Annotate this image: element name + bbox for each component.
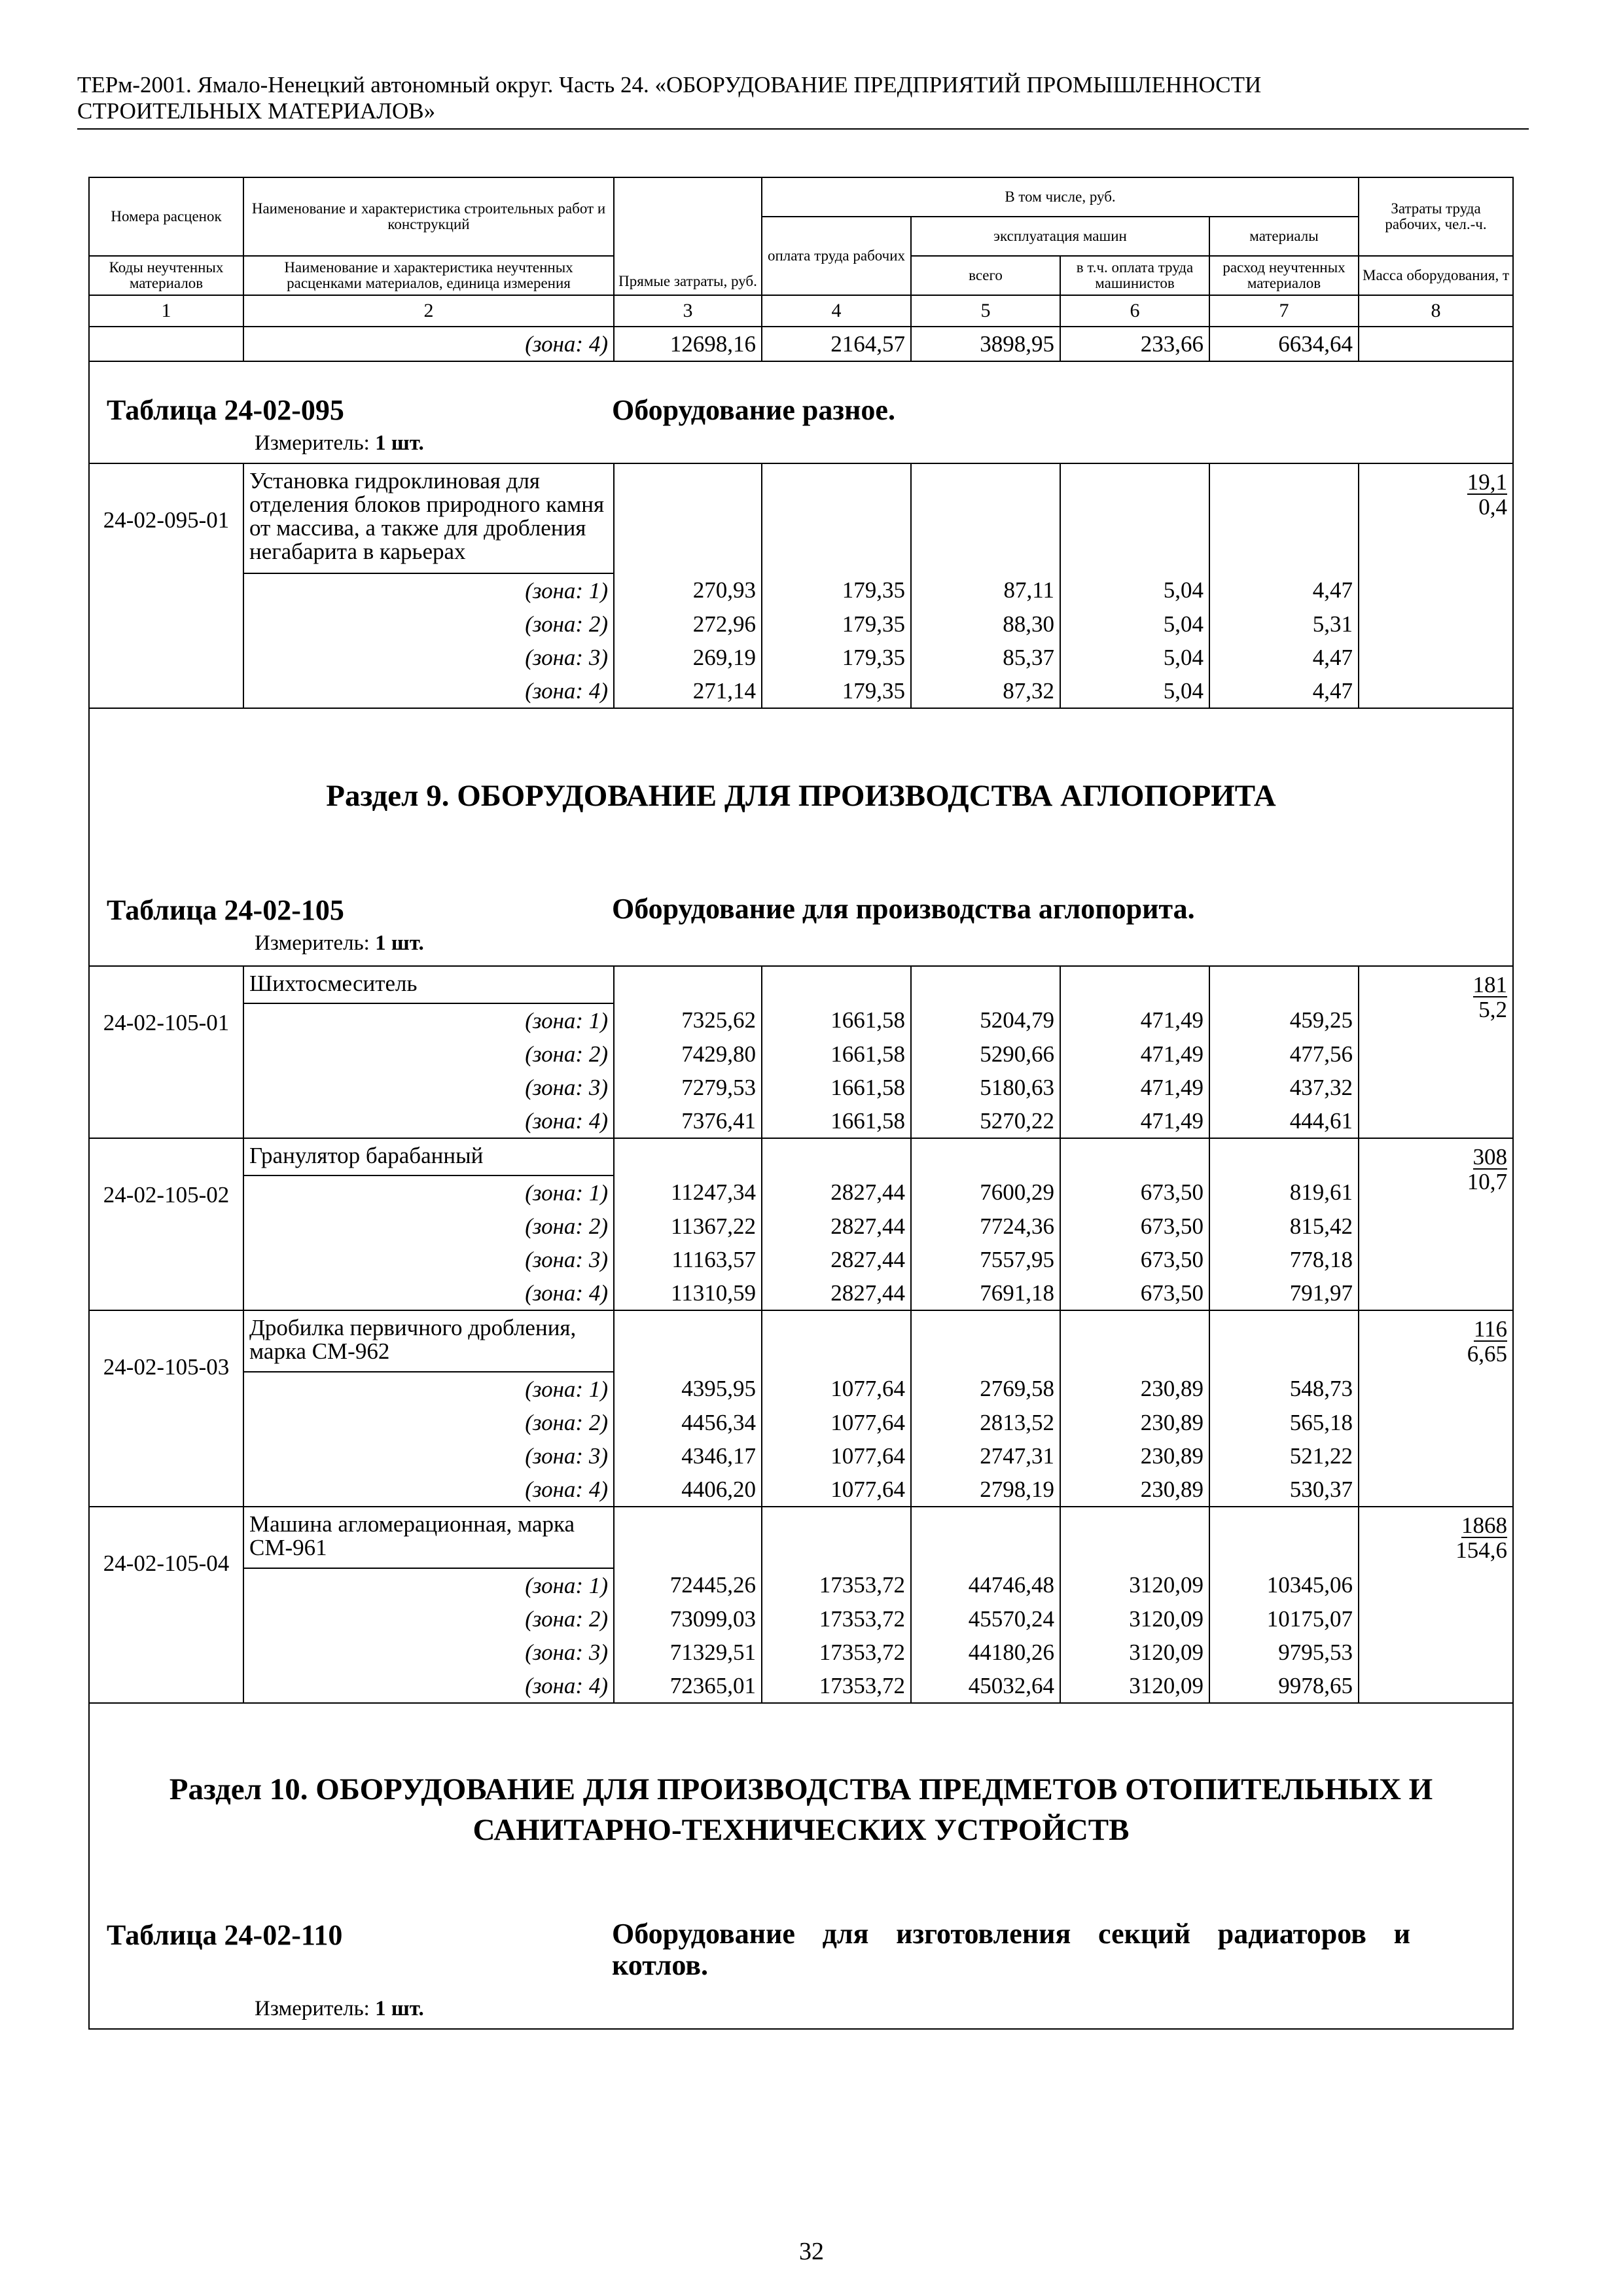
- empty-cell: [1060, 1138, 1209, 1175]
- zone-label: (зона: 4): [243, 1669, 614, 1703]
- value-direct-costs: 11310,59: [614, 1276, 762, 1310]
- item-name: Установка гидроклиновая для отделения блоков природного камня от массива, а также для дробления негабарита в карьерах: [243, 463, 614, 573]
- value-direct-costs: 7279,53: [614, 1071, 762, 1104]
- value-operators: 3120,09: [1060, 1669, 1209, 1703]
- value-labor: 1661,58: [762, 1037, 911, 1071]
- value-machines: 2798,19: [911, 1473, 1060, 1507]
- zone-label: (зона: 1): [243, 1175, 614, 1210]
- zone-label: (зона: 4): [243, 1104, 614, 1138]
- labor-cost-value: 1868: [1461, 1513, 1508, 1538]
- value-materials: 477,56: [1209, 1037, 1359, 1071]
- value-direct-costs: 7376,41: [614, 1104, 762, 1138]
- zone-label: (зона: 3): [243, 641, 614, 674]
- value-labor: 1077,64: [762, 1372, 911, 1406]
- item-row: [89, 1138, 1513, 1175]
- item-code: 24-02-105-02: [89, 1138, 243, 1310]
- section-heading-row: [89, 1703, 1513, 2029]
- value-materials: 6634,64: [1209, 327, 1359, 361]
- value-materials: 565,18: [1209, 1406, 1359, 1439]
- item-name: Машина агломерационная, марка СМ-961: [243, 1507, 614, 1568]
- section-title-line: Раздел 9. ОБОРУДОВАНИЕ ДЛЯ ПРОИЗВОДСТВА АГЛОПОРИТА: [326, 779, 1276, 813]
- zone-label: (зона: 3): [243, 1243, 614, 1276]
- header-line-2: СТРОИТЕЛЬНЫХ МАТЕРИАЛОВ»: [77, 98, 436, 124]
- mass-fraction: [1359, 966, 1513, 1138]
- value-materials: 530,37: [1209, 1473, 1359, 1507]
- value-labor: 179,35: [762, 573, 911, 607]
- empty-cell: [1060, 463, 1209, 573]
- item-row: [89, 1507, 1513, 1568]
- value-materials: 5,31: [1209, 607, 1359, 641]
- unit-value: 1 шт.: [375, 1997, 424, 2020]
- empty-cell: [911, 1507, 1060, 1568]
- unit-label: Измеритель:: [255, 431, 370, 455]
- value-operators: 5,04: [1060, 641, 1209, 674]
- value-materials: 521,22: [1209, 1439, 1359, 1473]
- table-095-unit: [255, 431, 424, 456]
- value-operators: 471,49: [1060, 1003, 1209, 1037]
- value-direct-costs: 4456,34: [614, 1406, 762, 1439]
- value-direct-costs: 4346,17: [614, 1439, 762, 1473]
- value-materials: 4,47: [1209, 641, 1359, 674]
- value-operators: 673,50: [1060, 1175, 1209, 1210]
- value-machines: 45570,24: [911, 1602, 1060, 1636]
- value-labor: 1077,64: [762, 1406, 911, 1439]
- unit-value: 1 шт.: [375, 931, 424, 955]
- item-name: Дробилка первичного дробления, марка СМ-962: [243, 1310, 614, 1372]
- value-machines: 5204,79: [911, 1003, 1060, 1037]
- value-labor: 2827,44: [762, 1243, 911, 1276]
- unit-label: Измеритель:: [255, 931, 370, 955]
- value-materials: 778,18: [1209, 1243, 1359, 1276]
- value-machines: 87,11: [911, 573, 1060, 607]
- value-direct-costs: 270,93: [614, 573, 762, 607]
- empty-cell: [614, 966, 762, 1003]
- value-materials: 815,42: [1209, 1210, 1359, 1243]
- col-number: 5: [911, 295, 1060, 327]
- value-direct-costs: 269,19: [614, 641, 762, 674]
- empty-cell: [1209, 1507, 1359, 1568]
- value-operators: 471,49: [1060, 1071, 1209, 1104]
- labor-cost-value: 19,1: [1467, 469, 1508, 495]
- zone-label: (зона: 1): [243, 1568, 614, 1602]
- zone-label: (зона: 2): [243, 1037, 614, 1071]
- value-operators: 3120,09: [1060, 1602, 1209, 1636]
- value-materials: 4,47: [1209, 573, 1359, 607]
- price-table: [88, 177, 1514, 2030]
- col1-header-bottom: Коды неучтенных материалов: [89, 256, 243, 295]
- item-row: [89, 463, 1513, 573]
- zone-row: [89, 674, 1513, 708]
- header-rule: [77, 128, 1529, 130]
- zone-label: (зона: 2): [243, 1602, 614, 1636]
- item-row: [89, 966, 1513, 1003]
- zone-label: (зона: 2): [243, 607, 614, 641]
- section-title: [90, 776, 1512, 816]
- col2-header-top: Наименование и характеристика строительных работ и конструкций: [243, 177, 614, 256]
- value-machines: 88,30: [911, 607, 1060, 641]
- value-operators: 673,50: [1060, 1276, 1209, 1310]
- mass-fraction: [1359, 1507, 1513, 1703]
- machines-header: эксплуатация машин: [911, 217, 1209, 256]
- value-materials: 9978,65: [1209, 1669, 1359, 1703]
- value-machines: 2813,52: [911, 1406, 1060, 1439]
- empty-cell: [911, 966, 1060, 1003]
- value-machines: 44180,26: [911, 1636, 1060, 1669]
- value-labor: 179,35: [762, 607, 911, 641]
- col5-header: всего: [911, 256, 1060, 295]
- value-operators: 5,04: [1060, 607, 1209, 641]
- value-direct-costs: 272,96: [614, 607, 762, 641]
- empty-cell: [1060, 1310, 1209, 1372]
- zone-row: [89, 1243, 1513, 1276]
- empty-cell: [762, 1507, 911, 1568]
- col-number: 6: [1060, 295, 1209, 327]
- equipment-mass-value: 0,4: [1478, 494, 1508, 520]
- value-direct-costs: 71329,51: [614, 1636, 762, 1669]
- value-labor: 179,35: [762, 674, 911, 708]
- value-materials: 10345,06: [1209, 1568, 1359, 1602]
- value-operators: 230,89: [1060, 1406, 1209, 1439]
- equipment-mass-value: 10,7: [1467, 1169, 1508, 1194]
- zone-row: [89, 1439, 1513, 1473]
- value-machines: 7691,18: [911, 1276, 1060, 1310]
- empty-cell: [762, 463, 911, 573]
- unit-value: 1 шт.: [375, 431, 424, 455]
- zone-row: [89, 1210, 1513, 1243]
- value-labor: 17353,72: [762, 1568, 911, 1602]
- equipment-mass-value: 154,6: [1455, 1537, 1508, 1563]
- value-direct-costs: 7325,62: [614, 1003, 762, 1037]
- table-095-heading-row: [89, 361, 1513, 463]
- value-direct-costs: 73099,03: [614, 1602, 762, 1636]
- value-labor: 2827,44: [762, 1175, 911, 1210]
- table-095-description: Оборудование разное.: [612, 394, 895, 426]
- value-machines: 3898,95: [911, 327, 1060, 361]
- value-labor: 1661,58: [762, 1104, 911, 1138]
- empty-cell: [911, 1138, 1060, 1175]
- item-row: [89, 1310, 1513, 1372]
- empty-cell: [614, 1138, 762, 1175]
- value-operators: 230,89: [1060, 1372, 1209, 1406]
- section-title: [90, 1769, 1512, 1850]
- value-direct-costs: 72365,01: [614, 1669, 762, 1703]
- value-direct-costs: 7429,80: [614, 1037, 762, 1071]
- value-machines: 85,37: [911, 641, 1060, 674]
- section-heading-row: [89, 708, 1513, 966]
- zone-label: (зона: 1): [243, 1003, 614, 1037]
- equipment-mass-value: 5,2: [1478, 997, 1508, 1022]
- value-operators: 5,04: [1060, 674, 1209, 708]
- section-heading-cell: [89, 1703, 1513, 2029]
- value-operators: 230,89: [1060, 1473, 1209, 1507]
- value-direct-costs: 12698,16: [614, 327, 762, 361]
- col1-header-top: Номера расценок: [89, 177, 243, 256]
- empty-cell: [89, 327, 243, 361]
- value-direct-costs: 271,14: [614, 674, 762, 708]
- value-machines: 7600,29: [911, 1175, 1060, 1210]
- empty-cell: [614, 463, 762, 573]
- page-number: 32: [799, 2238, 824, 2265]
- value-materials: 9795,53: [1209, 1636, 1359, 1669]
- value-labor: 2827,44: [762, 1210, 911, 1243]
- labor-cost-value: 116: [1473, 1316, 1508, 1342]
- zone-label: (зона: 4): [243, 327, 614, 361]
- value-operators: 471,49: [1060, 1104, 1209, 1138]
- value-machines: 44746,48: [911, 1568, 1060, 1602]
- value-operators: 230,89: [1060, 1439, 1209, 1473]
- mass-fraction: [1359, 1138, 1513, 1310]
- value-labor: 17353,72: [762, 1602, 911, 1636]
- value-labor: 179,35: [762, 641, 911, 674]
- col7-header: расход неучтенных материалов: [1209, 256, 1359, 295]
- zone-label: (зона: 4): [243, 1473, 614, 1507]
- value-labor: 17353,72: [762, 1669, 911, 1703]
- table-title: Таблица 24-02-110: [107, 1919, 343, 1951]
- value-machines: 87,32: [911, 674, 1060, 708]
- section-title-line: Раздел 10. ОБОРУДОВАНИЕ ДЛЯ ПРОИЗВОДСТВА ПРЕДМЕТОВ ОТОПИТЕЛЬНЫХ И: [169, 1772, 1433, 1806]
- zone-row: [89, 1669, 1513, 1703]
- carry-over-row: [89, 327, 1513, 361]
- equipment-mass-value: 6,65: [1467, 1341, 1508, 1367]
- materials-header: материалы: [1209, 217, 1359, 256]
- table-description: Оборудование для изготовления секций радиаторов и котлов.: [612, 1918, 1410, 1981]
- value-materials: 548,73: [1209, 1372, 1359, 1406]
- value-machines: 2769,58: [911, 1372, 1060, 1406]
- zone-label: (зона: 3): [243, 1636, 614, 1669]
- col3-header: Прямые затраты, руб.: [614, 177, 762, 295]
- zone-row: [89, 1372, 1513, 1406]
- value-direct-costs: 11367,22: [614, 1210, 762, 1243]
- zone-label: (зона: 4): [243, 674, 614, 708]
- unit-label: Измеритель:: [255, 1997, 370, 2020]
- empty-cell: [762, 1310, 911, 1372]
- col-number: 1: [89, 295, 243, 327]
- value-labor: 1077,64: [762, 1473, 911, 1507]
- col-number: 8: [1359, 295, 1513, 327]
- value-labor: 17353,72: [762, 1636, 911, 1669]
- value-labor: 2827,44: [762, 1276, 911, 1310]
- zone-row: [89, 1568, 1513, 1602]
- zone-row: [89, 1175, 1513, 1210]
- value-operators: 3120,09: [1060, 1636, 1209, 1669]
- col-number: 4: [762, 295, 911, 327]
- table-unit: [255, 931, 424, 956]
- value-labor: 1661,58: [762, 1003, 911, 1037]
- item-code: 24-02-095-01: [89, 463, 243, 708]
- empty-cell: [1060, 1507, 1209, 1568]
- mass-fraction: [1359, 463, 1513, 708]
- item-name: Шихтосмеситель: [243, 966, 614, 1003]
- value-operators: 673,50: [1060, 1243, 1209, 1276]
- zone-label: (зона: 1): [243, 573, 614, 607]
- zone-row: [89, 1602, 1513, 1636]
- empty-cell: [1359, 327, 1513, 361]
- value-operators: 5,04: [1060, 573, 1209, 607]
- value-materials: 459,25: [1209, 1003, 1359, 1037]
- empty-cell: [1209, 1138, 1359, 1175]
- zone-row: [89, 573, 1513, 607]
- section-heading-cell: [89, 708, 1513, 966]
- item-code: 24-02-105-04: [89, 1507, 243, 1703]
- value-direct-costs: 72445,26: [614, 1568, 762, 1602]
- empty-cell: [762, 1138, 911, 1175]
- value-direct-costs: 11247,34: [614, 1175, 762, 1210]
- item-code: 24-02-105-03: [89, 1310, 243, 1507]
- table-095-title: Таблица 24-02-095: [107, 394, 344, 426]
- empty-cell: [614, 1310, 762, 1372]
- zone-label: (зона: 2): [243, 1210, 614, 1243]
- item-name: Гранулятор барабанный: [243, 1138, 614, 1175]
- section-title-line: САНИТАРНО-ТЕХНИЧЕСКИХ УСТРОЙСТВ: [473, 1813, 1130, 1847]
- value-operators: 3120,09: [1060, 1568, 1209, 1602]
- zone-row: [89, 1071, 1513, 1104]
- table-title: Таблица 24-02-105: [107, 894, 344, 926]
- table-description: Оборудование для производства аглопорита.: [612, 893, 1195, 925]
- zone-row: [89, 607, 1513, 641]
- value-materials: 4,47: [1209, 674, 1359, 708]
- value-machines: 7724,36: [911, 1210, 1060, 1243]
- empty-cell: [762, 966, 911, 1003]
- zone-label: (зона: 4): [243, 1276, 614, 1310]
- value-labor: 1661,58: [762, 1071, 911, 1104]
- col8-header-bottom: Масса оборудования, т: [1359, 256, 1513, 295]
- zone-label: (зона: 3): [243, 1071, 614, 1104]
- document-header: [77, 72, 1517, 124]
- col8-header-top: Затраты труда рабочих, чел.-ч.: [1359, 177, 1513, 256]
- zone-label: (зона: 3): [243, 1439, 614, 1473]
- value-direct-costs: 4395,95: [614, 1372, 762, 1406]
- empty-cell: [1209, 966, 1359, 1003]
- zone-row: [89, 1037, 1513, 1071]
- value-labor: 1077,64: [762, 1439, 911, 1473]
- value-direct-costs: 11163,57: [614, 1243, 762, 1276]
- item-code: 24-02-105-01: [89, 966, 243, 1138]
- zone-row: [89, 1276, 1513, 1310]
- value-materials: 437,32: [1209, 1071, 1359, 1104]
- empty-cell: [911, 1310, 1060, 1372]
- value-machines: 5270,22: [911, 1104, 1060, 1138]
- table-unit: [255, 1997, 424, 2021]
- empty-cell: [911, 463, 1060, 573]
- empty-cell: [1060, 966, 1209, 1003]
- value-materials: 444,61: [1209, 1104, 1359, 1138]
- value-operators: 673,50: [1060, 1210, 1209, 1243]
- value-operators: 233,66: [1060, 327, 1209, 361]
- value-materials: 791,97: [1209, 1276, 1359, 1310]
- value-machines: 2747,31: [911, 1439, 1060, 1473]
- header-line-1: ТЕРм-2001. Ямало-Ненецкий автономный округ. Часть 24. «ОБОРУДОВАНИЕ ПРЕДПРИЯТИЙ ПРОМЫШЛЕННОСТИ: [77, 72, 1262, 98]
- zone-row: [89, 1003, 1513, 1037]
- labor-cost-value: 308: [1472, 1144, 1508, 1170]
- mass-fraction: [1359, 1310, 1513, 1507]
- zone-label: (зона: 1): [243, 1372, 614, 1406]
- zone-row: [89, 1473, 1513, 1507]
- zone-row: [89, 1406, 1513, 1439]
- empty-cell: [1209, 463, 1359, 573]
- value-materials: 819,61: [1209, 1175, 1359, 1210]
- value-machines: 7557,95: [911, 1243, 1060, 1276]
- zone-row: [89, 641, 1513, 674]
- value-operators: 471,49: [1060, 1037, 1209, 1071]
- empty-cell: [614, 1507, 762, 1568]
- col-number: 7: [1209, 295, 1359, 327]
- value-machines: 45032,64: [911, 1669, 1060, 1703]
- labor-cost-value: 181: [1472, 972, 1508, 997]
- value-direct-costs: 4406,20: [614, 1473, 762, 1507]
- col4-header: оплата труда рабочих: [762, 217, 911, 295]
- zone-row: [89, 1104, 1513, 1138]
- zone-label: (зона: 2): [243, 1406, 614, 1439]
- col-number: 2: [243, 295, 614, 327]
- including-header: В том числе, руб.: [762, 177, 1359, 217]
- col2-header-bottom: Наименование и характеристика неучтенных расценками материалов, единица измерения: [243, 256, 614, 295]
- value-machines: 5180,63: [911, 1071, 1060, 1104]
- col6-header: в т.ч. оплата труда машинистов: [1060, 256, 1209, 295]
- zone-row: [89, 1636, 1513, 1669]
- empty-cell: [1209, 1310, 1359, 1372]
- value-materials: 10175,07: [1209, 1602, 1359, 1636]
- value-labor: 2164,57: [762, 327, 911, 361]
- col-number: 3: [614, 295, 762, 327]
- value-machines: 5290,66: [911, 1037, 1060, 1071]
